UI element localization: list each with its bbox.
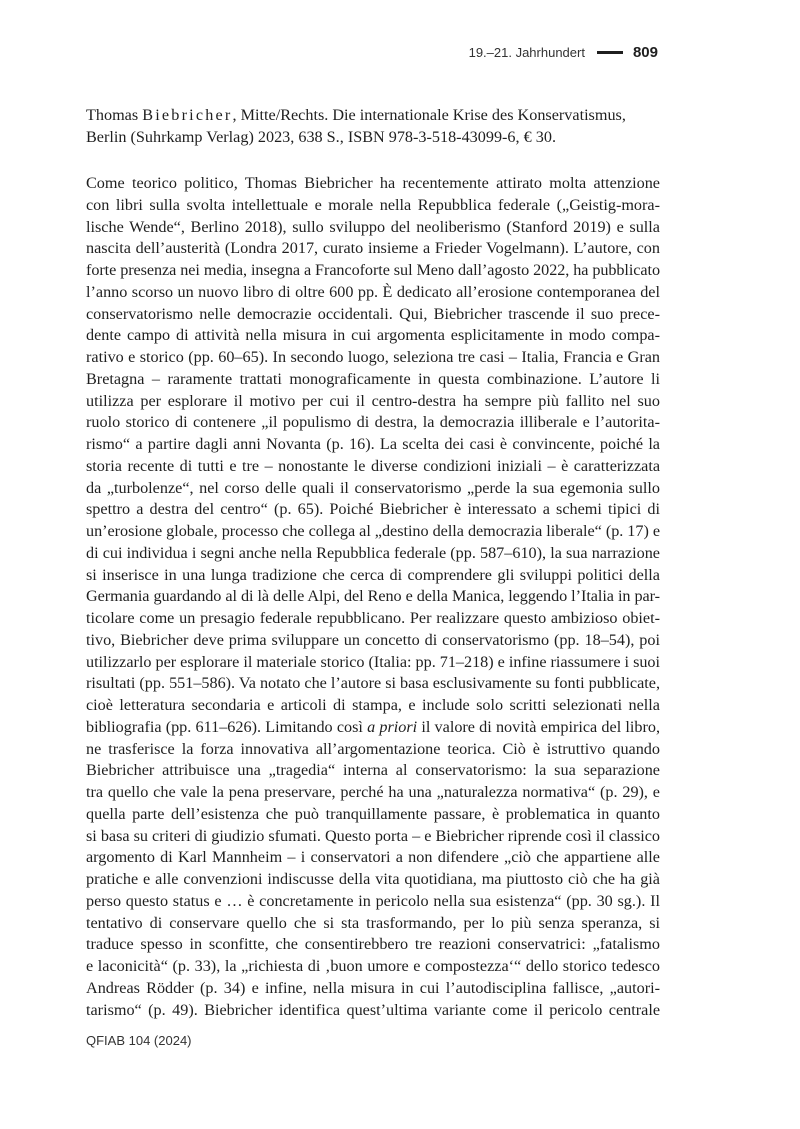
body-line: ticolare come un presagio federale repubblicano. Per realizzare questo ambizioso obiet- <box>86 609 660 627</box>
body-line-part: bibliografia (pp. 611–626). Limitando così <box>86 717 368 736</box>
body-line-part: il valore di novità empirica del libro, <box>417 717 660 736</box>
body-line: si basa su criteri di giudizio sfumati. Questo porta – e Biebricher riprende così il classico <box>86 826 660 845</box>
body-line: l’anno scorso un nuovo libro di oltre 600 pp. È dedicato all’erosione contemporanea del <box>86 282 660 301</box>
citation-author-first: Thomas <box>86 106 139 124</box>
body-line: forte presenza nei media, insegna a Francoforte sul Meno dall’agosto 2022, ha pubblicato <box>86 261 660 279</box>
journal-footer: QFIAB 104 (2024) <box>86 1033 192 1048</box>
body-line: e laconicità“ (p. 33), la „richiesta di ‚buon umore e compostezza‘“ dello storico tedesco <box>86 957 660 975</box>
body-line: Come teorico politico, Thomas Biebricher ha recentemente attirato molta attenzione <box>86 174 660 192</box>
body-line: spettro a destra del centro“ (p. 65). Poiché Biebricher è interessato a schemi tipici di <box>86 500 660 519</box>
body-line: tarismo“ (p. 49). Biebricher identifica quest’ultima variante come il pericolo centrale <box>86 1000 660 1019</box>
running-head-rule <box>597 51 623 54</box>
page-number: 809 <box>632 44 658 61</box>
body-line-with-emphasis <box>86 717 660 739</box>
citation-author-last: Biebricher <box>142 106 233 124</box>
body-line: lische Wende“, Berlino 2018), sullo sviluppo del neoliberismo (Stanford 2019) e sulla <box>86 217 660 236</box>
body-line: rismo“ a partire dagli anni Novanta (p. 16). La scelta dei casi è convincente, poiché la <box>86 435 660 453</box>
body-line: tra quello che vale la pena preservare, perché ha una „naturalezza normativa“ (p. 29), e <box>86 783 660 801</box>
body-line: ne trasferisce la forza innovativa all’argomentazione teorica. Ciò è istruttivo quando <box>86 739 660 758</box>
body-line: utilizza per esplorare il motivo per cui il centro-destra ha sempre più fallito nel suo <box>86 391 660 410</box>
body-line: perso questo status e … è concretamente in pericolo nella sua esistenza“ (pp. 30 sg.). Il <box>86 891 660 910</box>
body-line: cioè letteratura secondaria e articoli di stampa, e include solo scritti selezionati nella <box>86 696 660 714</box>
body-line: un’erosione globale, processo che collega al „destino della democrazia liberale“ (p. 17) e <box>86 522 660 540</box>
body-line: rativo e storico (pp. 60–65). In secondo luogo, seleziona tre casi – Italia, Francia e Gran <box>86 348 660 366</box>
body-line: da „turbolenze“, nel corso delle quali il conservatorismo „perde la sua egemonia sullo <box>86 478 660 497</box>
body-line: con libri sulla svolta intellettuale e morale nella Repubblica federale („Geistig-mora- <box>86 195 660 214</box>
body-line: Andreas Rödder (p. 34) e infine, nella misura in cui l’autodisciplina fallisce, „autori- <box>86 978 660 997</box>
body-line: tentativo di conservare quello che si sta trasformando, per lo più senza speranza, si <box>86 913 660 932</box>
body-line: si inserisce in una lunga tradizione che cerca di comprendere gli sviluppi politici della <box>86 565 660 584</box>
emphasis-a-priori: a priori <box>367 717 418 736</box>
body-line: quella parte dell’esistenza che può tranquillamente passare, è problematica in quanto <box>86 804 660 823</box>
body-line: Bretagna – raramente trattati monograficamente in questa combinazione. L’autore li <box>86 369 660 388</box>
body-line: dente campo di attività nella misura in cui argomenta esplicitamente in modo compa- <box>86 326 660 345</box>
review-body <box>86 173 660 1021</box>
body-line: di cui individua i segni anche nella Repubblica federale (pp. 587–610), la sua narrazione <box>86 543 660 562</box>
body-line: Germania guardando al di là delle Alpi, del Reno e della Manica, leggendo l’Italia in par- <box>86 587 660 606</box>
body-line: traduce spesso in sconfitte, che consentirebbero tre reazioni conservatrici: „fatalismo <box>86 935 660 954</box>
body-line: conservatorismo nelle democrazie occidentali. Qui, Biebricher trascende il suo prece- <box>86 304 660 323</box>
running-head <box>469 44 658 61</box>
body-line: argomento di Karl Mannheim – i conservatori a non difendere „ciò che appartiene alle <box>86 848 660 867</box>
body-line: utilizzarlo per esplorare il materiale storico (Italia: pp. 71–218) e infine riassumere i suoi <box>86 652 660 671</box>
body-line: storia recente di tutti e tre – nonostante le diverse condizioni iniziali – è caratterizzata <box>86 456 660 475</box>
body-line: risultati (pp. 551–586). Va notato che l’autore si basa esclusivamente su fonti pubblicate, <box>86 674 660 693</box>
body-line: pratiche e alle convenzioni indiscusse della vita quotidiana, ma piuttosto ciò che ha già <box>86 870 660 888</box>
running-head-section: 19.–21. Jahrhundert <box>468 45 585 60</box>
book-citation <box>86 104 660 148</box>
body-line: nascita dell’austerità (Londra 2017, curato insieme a Frieder Vogelmann). L’autore, con <box>86 239 660 258</box>
body-line: tivo, Biebricher deve prima sviluppare un concetto di conservatorismo (pp. 18–54), poi <box>86 630 660 649</box>
body-line: Biebricher attribuisce una „tragedia“ interna al conservatorismo: la sua separazione <box>86 761 660 780</box>
citation-details: , Mitte/Rechts. Die internationale Krise des Konservatismus, Berlin (Suhrkamp Verlag) 2023, 638 S., ISBN 978-3-518-43099-6, € 30. <box>86 106 626 146</box>
body-line: ruolo storico di contenere „il populismo di destra, la democrazia illiberale e l’autorita- <box>86 413 660 432</box>
